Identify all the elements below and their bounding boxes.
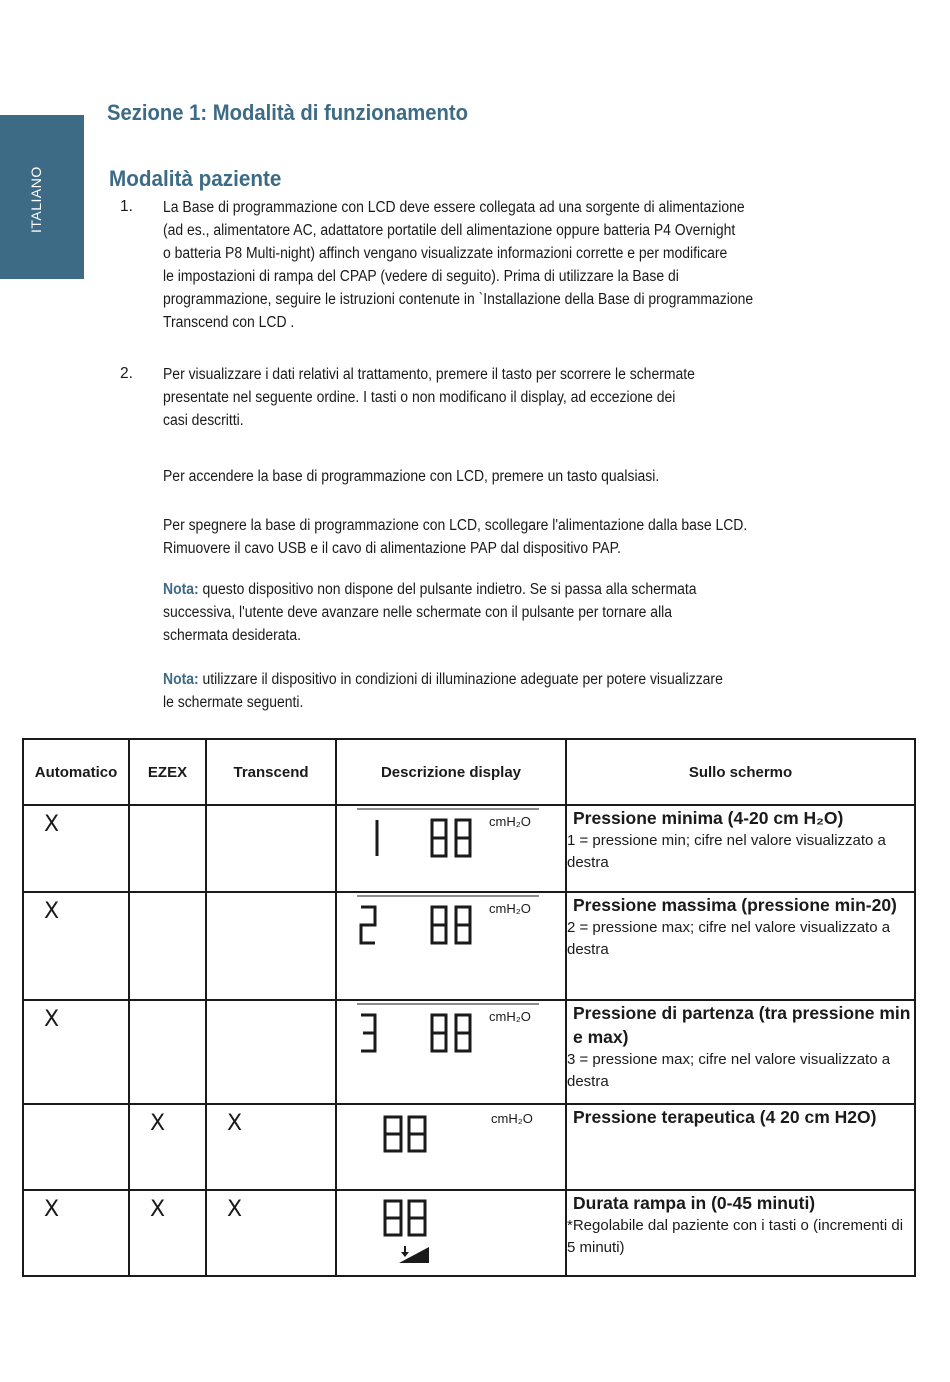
text-line: le schermate seguenti. <box>163 694 304 711</box>
screen-desc: *Regolabile dal paziente con i tasti o (incrementi di 5 minuti) <box>567 1217 904 1256</box>
power-off-text <box>163 514 747 560</box>
lcd-display <box>337 1001 565 1101</box>
text-line: casi descritti. <box>163 412 244 429</box>
text-line: schermata desiderata. <box>163 627 302 644</box>
screen-title: Pressione minima (4-20 cm H₂O) <box>573 808 844 828</box>
nota-text: questo dispositivo non dispone del pulsante indietro. Se si passa alla schermata <box>198 581 697 598</box>
lcd-unit: cmH₂O <box>489 1009 531 1024</box>
auto-mark <box>24 1105 128 1111</box>
text-line: successiva, l'utente deve avanzare nelle schermate con il pulsante per tornare alla <box>163 604 673 621</box>
text-line: Per spegnere la base di programmazione con LCD, scollegare l'alimentazione dalla base LCD. <box>163 517 748 534</box>
header-descrizione-display: Descrizione display <box>336 739 566 805</box>
ezex-mark: X <box>150 1197 166 1222</box>
auto-mark: X <box>44 1007 60 1032</box>
ezex-mark <box>130 893 205 899</box>
nota-label: Nota: <box>163 581 199 598</box>
nota-1 <box>163 578 697 647</box>
auto-mark: X <box>44 812 60 837</box>
item-number: 1. <box>120 198 133 215</box>
ezex-mark <box>130 1001 205 1007</box>
modes-table <box>22 738 916 1277</box>
ramp-icon <box>399 1246 429 1263</box>
item-2-text <box>163 363 695 432</box>
screen-title: Pressione terapeutica (4 20 cm H2O) <box>573 1107 877 1127</box>
transcend-mark: X <box>227 1111 243 1136</box>
section-title: Sezione 1: Modalità di funzionamento <box>107 100 468 125</box>
auto-mark: X <box>44 899 60 924</box>
transcend-mark <box>207 893 335 899</box>
lcd-unit: cmH₂O <box>489 814 531 829</box>
table-row <box>23 805 915 892</box>
subtitle: Modalità paziente <box>109 166 282 191</box>
lcd-display <box>337 1105 565 1187</box>
lcd-display <box>337 806 565 889</box>
text-line: Transcend con LCD . <box>163 314 295 331</box>
screen-title: Durata rampa in (0-45 minuti) <box>573 1193 816 1213</box>
table-row <box>23 1104 915 1190</box>
screen-title: Pressione massima (pressione min-20) <box>573 895 897 915</box>
text-line: le impostazioni di rampa del CPAP (vedere di seguito). Prima di utilizzare la Base di <box>163 268 679 285</box>
text-line: Per visualizzare i dati relativi al trattamento, premere il tasto per scorrere le schermate <box>163 366 695 383</box>
language-tab <box>0 115 84 279</box>
text-line: Per accendere la base di programmazione con LCD, premere un tasto qualsiasi. <box>163 468 660 485</box>
header-transcend: Transcend <box>206 739 336 805</box>
auto-mark: X <box>44 1197 60 1222</box>
nota-2 <box>163 668 723 714</box>
header-ezex: EZEX <box>129 739 206 805</box>
nota-text: utilizzare il dispositivo in condizioni di illuminazione adeguate per potere visualizzare <box>198 671 723 688</box>
table-row <box>23 1000 915 1104</box>
text-line: o batteria P8 Multi-night) affinch vengano visualizzate informazioni corrette e per modificare <box>163 245 728 262</box>
lcd-display <box>337 1191 565 1273</box>
screen-title: Pressione di partenza (tra pressione min e max) <box>573 1003 911 1047</box>
text-line: (ad es., alimentatore AC, adattatore portatile dell alimentazione oppure batteria P4 Overnight <box>163 222 736 239</box>
item-number: 2. <box>120 365 133 382</box>
text-line: Rimuovere il cavo USB e il cavo di alimentazione PAP dal dispositivo PAP. <box>163 540 622 557</box>
transcend-mark <box>207 1001 335 1007</box>
nota-label: Nota: <box>163 671 199 688</box>
header-sullo-schermo: Sullo schermo <box>566 739 915 805</box>
table-row <box>23 892 915 1000</box>
transcend-mark <box>207 806 335 812</box>
transcend-mark: X <box>227 1197 243 1222</box>
table-row <box>23 1190 915 1276</box>
screen-desc: 2 = pressione max; cifre nel valore visualizzato a destra <box>567 919 891 958</box>
lcd-unit: cmH₂O <box>489 901 531 916</box>
ezex-mark <box>130 806 205 812</box>
screen-desc: 3 = pressione max; cifre nel valore visualizzato a destra <box>567 1051 891 1090</box>
table-header-row <box>23 739 915 805</box>
text-line: programmazione, seguire le istruzioni contenute in `Installazione della Base di programmazione <box>163 291 754 308</box>
language-tab-label: ITALIANO <box>28 166 44 233</box>
text-line: presentate nel seguente ordine. I tasti o non modificano il display, ad eccezione dei <box>163 389 676 406</box>
screen-desc: 1 = pressione min; cifre nel valore visualizzato a destra <box>567 832 886 871</box>
power-on-text <box>163 465 659 488</box>
ezex-mark: X <box>150 1111 166 1136</box>
lcd-display <box>337 893 565 997</box>
text-line: La Base di programmazione con LCD deve essere collegata ad una sorgente di alimentazione <box>163 199 745 216</box>
item-1-text <box>163 196 753 334</box>
lcd-unit: cmH₂O <box>491 1111 533 1126</box>
header-automatico: Automatico <box>23 739 129 805</box>
